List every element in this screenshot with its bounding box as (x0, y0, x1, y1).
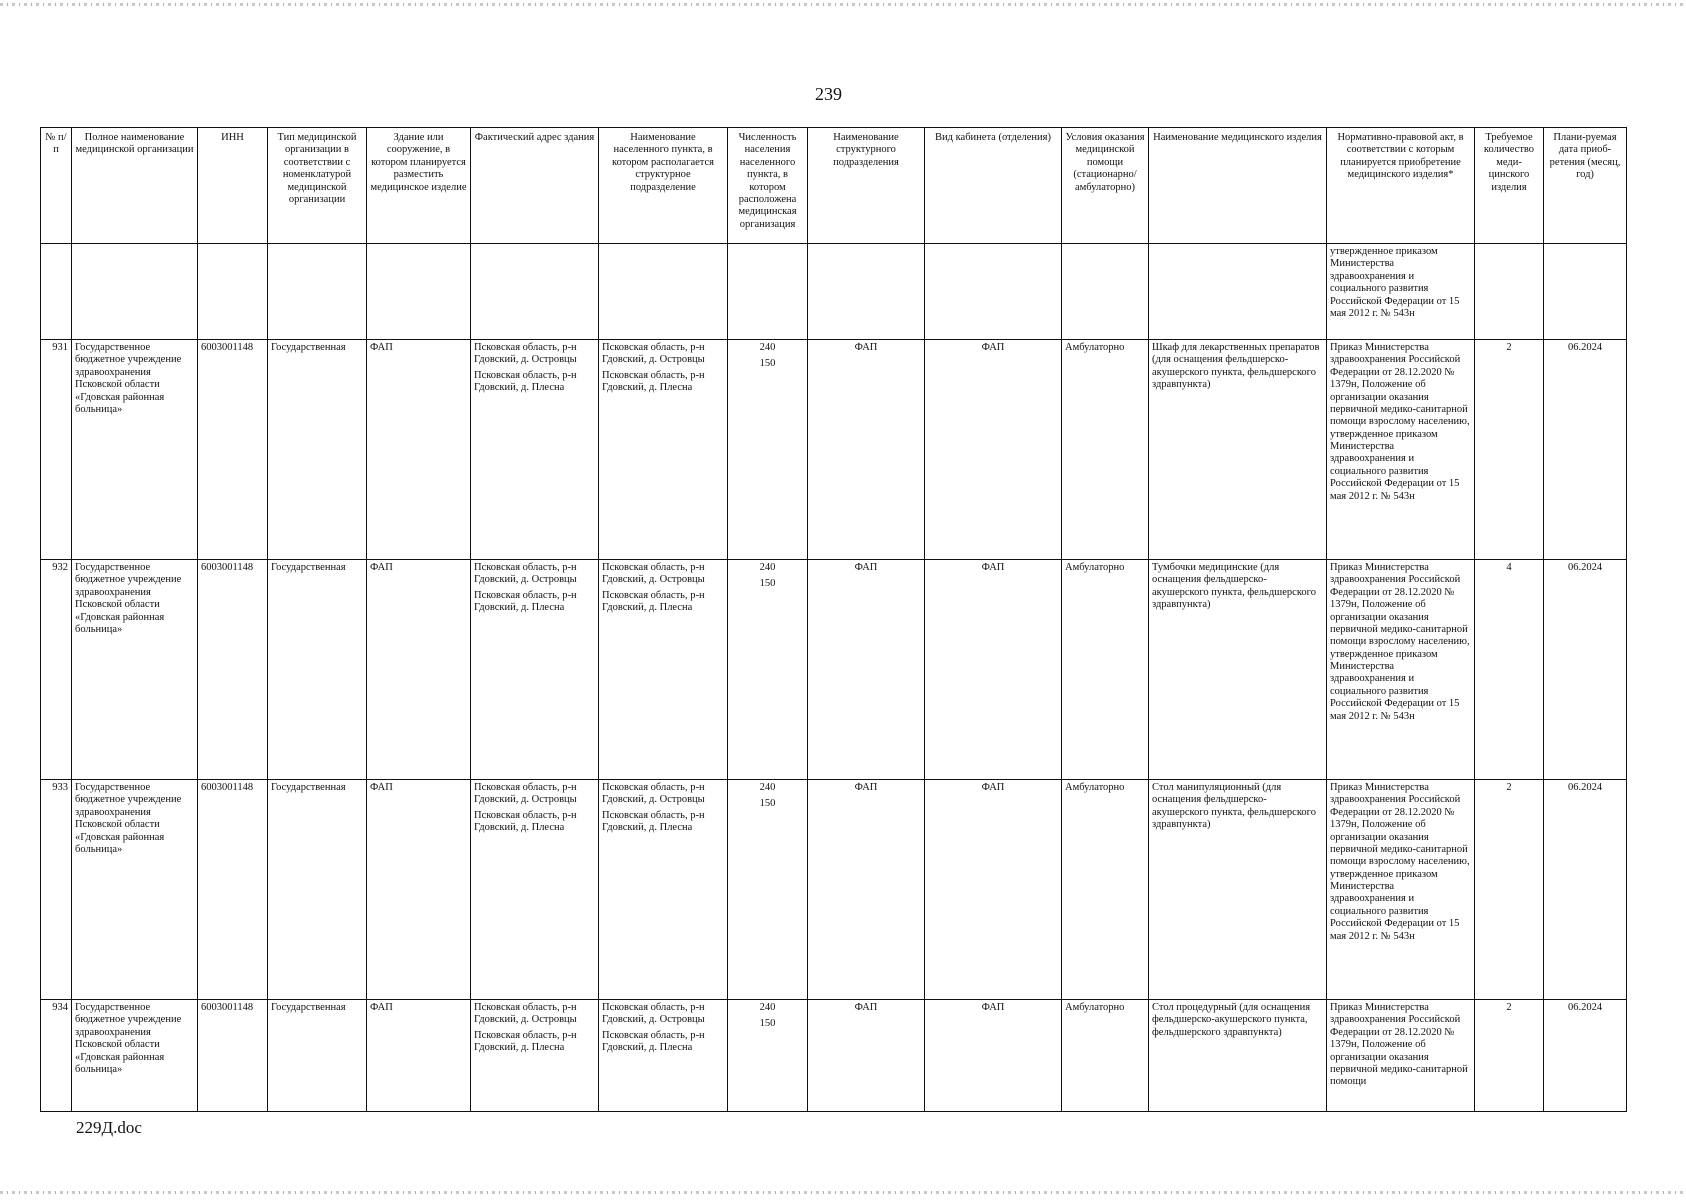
scan-edge-bottom (0, 1191, 1686, 1194)
cell-address (471, 780, 599, 1000)
cell-org-type: Государственная (268, 560, 367, 780)
cell-org-name: Государственное бюджетное учреждение здравоохранения Псковской области «Гдовская районная больница» (72, 1000, 198, 1112)
table-row (41, 560, 1627, 780)
column-header-population: Численность населения населенного пункта, в котором расположена медицинская организация (728, 128, 808, 244)
locality-line: Псковская область, р-н Гдовский, д. Островцы (602, 782, 705, 806)
cell-locality (599, 560, 728, 780)
cell-cabinet: ФАП (925, 780, 1062, 1000)
cell-legal-act: Приказ Министерства здравоохранения Российской Федерации от 28.12.2020 № 1379н, Положение об организации оказания первичной медико-санитарной помощи взрослому населению, утвержденное приказом Министерства здравоохранения и социального развития Российской Федерации от 15 мая 2012 г. № 543н (1327, 780, 1475, 1000)
cell-conditions: Амбулаторно (1062, 780, 1149, 1000)
cell-device: Тумбочки медицинские (для оснащения фельдшерско-акушерского пункта, фельдшерского здравпункта) (1149, 560, 1327, 780)
column-header-quantity: Требуемое количество меди-цинского изделия (1475, 128, 1544, 244)
column-header-org-type: Тип медицинской организации в соответствии с номенклатурой медицинской организации (268, 128, 367, 244)
population-value: 150 (759, 358, 776, 370)
column-header-conditions: Условия оказания медицинской помощи (стационарно/ амбулаторно) (1062, 128, 1149, 244)
cell-population (728, 340, 808, 560)
cell-date: 06.2024 (1544, 1000, 1627, 1112)
equipment-table (40, 127, 1627, 1112)
cell-building: ФАП (367, 1000, 471, 1112)
page-number: 239 (815, 84, 842, 104)
address-line: Псковская область, р-н Гдовский, д. Плесна (474, 369, 577, 394)
address-line: Псковская область, р-н Гдовский, д. Островцы (474, 782, 577, 806)
cell-quantity: 2 (1475, 780, 1544, 1000)
cell-org-type: Государственная (268, 780, 367, 1000)
address-line: Псковская область, р-н Гдовский, д. Островцы (474, 562, 577, 586)
cell-conditions: Амбулаторно (1062, 340, 1149, 560)
cell-building: ФАП (367, 560, 471, 780)
cell-quantity: 2 (1475, 340, 1544, 560)
cell-locality (599, 780, 728, 1000)
document-file-code: 229Д.doc (76, 1118, 142, 1137)
population-value: 150 (759, 798, 776, 810)
column-header-cabinet: Вид кабинета (отделения) (925, 128, 1062, 244)
locality-line: Псковская область, р-н Гдовский, д. Плесна (602, 589, 705, 614)
address-line: Псковская область, р-н Гдовский, д. Островцы (474, 342, 577, 366)
cell-date: 06.2024 (1544, 560, 1627, 780)
cell-inn: 6003001148 (198, 1000, 268, 1112)
cell-device: Стол процедурный (для оснащения фельдшерско-акушерского пункта, фельдшерского здравпункта) (1149, 1000, 1327, 1112)
cell-legal-act: Приказ Министерства здравоохранения Российской Федерации от 28.12.2020 № 1379н, Положение об организации оказания первичной медико-санитарной помощи (1327, 1000, 1475, 1112)
cell-locality (599, 340, 728, 560)
column-header-building: Здание или сооружение, в котором планируется разместить медицинское изделие (367, 128, 471, 244)
cell-quantity: 4 (1475, 560, 1544, 780)
column-header-number: № п/п (41, 128, 72, 244)
cell-subdivision: ФАП (808, 340, 925, 560)
column-header-device: Наименование медицинского изделия (1149, 128, 1327, 244)
cell-number: 932 (41, 560, 72, 780)
table-row (41, 780, 1627, 1000)
cell-building: ФАП (367, 340, 471, 560)
column-header-locality: Наименование населенного пункта, в котором располагается структурное подразделение (599, 128, 728, 244)
cell-conditions: Амбулаторно (1062, 1000, 1149, 1112)
cell-number: 931 (41, 340, 72, 560)
continuation-legal-act: утвержденное приказом Министерства здравоохранения и социального развития Российской Федерации от 15 мая 2012 г. № 543н (1327, 244, 1475, 340)
cell-inn: 6003001148 (198, 780, 268, 1000)
cell-date: 06.2024 (1544, 780, 1627, 1000)
cell-device: Стол манипуляционный (для оснащения фельдшерско-акушерского пункта, фельдшерского здравпункта) (1149, 780, 1327, 1000)
cell-cabinet: ФАП (925, 340, 1062, 560)
cell-org-type: Государственная (268, 340, 367, 560)
cell-org-type: Государственная (268, 1000, 367, 1112)
cell-address (471, 560, 599, 780)
cell-quantity: 2 (1475, 1000, 1544, 1112)
table-row (41, 340, 1627, 560)
locality-line: Псковская область, р-н Гдовский, д. Островцы (602, 562, 705, 586)
column-header-date: Плани-руемая дата приоб-ретения (месяц, год) (1544, 128, 1627, 244)
column-header-address: Фактический адрес здания (471, 128, 599, 244)
cell-population (728, 1000, 808, 1112)
cell-subdivision: ФАП (808, 1000, 925, 1112)
cell-cabinet: ФАП (925, 1000, 1062, 1112)
address-line: Псковская область, р-н Гдовский, д. Плесна (474, 589, 577, 614)
cell-address (471, 340, 599, 560)
locality-line: Псковская область, р-н Гдовский, д. Островцы (602, 342, 705, 366)
cell-subdivision: ФАП (808, 780, 925, 1000)
cell-device: Шкаф для лекарственных препаратов (для оснащения фельдшерско-акушерского пункта, фельдшерского здравпункта) (1149, 340, 1327, 560)
cell-org-name: Государственное бюджетное учреждение здравоохранения Псковской области «Гдовская районная больница» (72, 560, 198, 780)
address-line: Псковская область, р-н Гдовский, д. Плесна (474, 809, 577, 834)
population-value: 150 (759, 578, 776, 590)
cell-number: 934 (41, 1000, 72, 1112)
table-row-continuation (41, 244, 1627, 340)
address-line: Псковская область, р-н Гдовский, д. Плесна (474, 1029, 577, 1054)
population-value: 150 (759, 1018, 776, 1030)
cell-address (471, 1000, 599, 1112)
address-line: Псковская область, р-н Гдовский, д. Островцы (474, 1002, 577, 1026)
cell-date: 06.2024 (1544, 340, 1627, 560)
cell-inn: 6003001148 (198, 340, 268, 560)
cell-cabinet: ФАП (925, 560, 1062, 780)
column-header-inn: ИНН (198, 128, 268, 244)
population-value: 240 (759, 342, 776, 353)
population-value: 240 (759, 1002, 776, 1013)
cell-legal-act: Приказ Министерства здравоохранения Российской Федерации от 28.12.2020 № 1379н, Положение об организации оказания первичной медико-санитарной помощи взрослому населению, утвержденное приказом Министерства здравоохранения и социального развития Российской Федерации от 15 мая 2012 г. № 543н (1327, 340, 1475, 560)
cell-population (728, 780, 808, 1000)
population-value: 240 (759, 562, 776, 573)
cell-legal-act: Приказ Министерства здравоохранения Российской Федерации от 28.12.2020 № 1379н, Положение об организации оказания первичной медико-санитарной помощи взрослому населению, утвержденное приказом Министерства здравоохранения и социального развития Российской Федерации от 15 мая 2012 г. № 543н (1327, 560, 1475, 780)
cell-population (728, 560, 808, 780)
column-header-org-name: Полное наименование медицинской организации (72, 128, 198, 244)
column-header-legal-act: Нормативно-правовой акт, в соответствии с которым планируется приобретение медицинского изделия* (1327, 128, 1475, 244)
table-header-row (41, 128, 1627, 244)
scan-edge-top (0, 3, 1686, 6)
locality-line: Псковская область, р-н Гдовский, д. Плесна (602, 809, 705, 834)
locality-line: Псковская область, р-н Гдовский, д. Плесна (602, 1029, 705, 1054)
locality-line: Псковская область, р-н Гдовский, д. Плесна (602, 369, 705, 394)
cell-number: 933 (41, 780, 72, 1000)
cell-locality (599, 1000, 728, 1112)
table-row (41, 1000, 1627, 1112)
population-value: 240 (759, 782, 776, 793)
cell-conditions: Амбулаторно (1062, 560, 1149, 780)
cell-org-name: Государственное бюджетное учреждение здравоохранения Псковской области «Гдовская районная больница» (72, 340, 198, 560)
column-header-subdivision: Наименование структурного подразделения (808, 128, 925, 244)
locality-line: Псковская область, р-н Гдовский, д. Островцы (602, 1002, 705, 1026)
cell-inn: 6003001148 (198, 560, 268, 780)
cell-building: ФАП (367, 780, 471, 1000)
cell-subdivision: ФАП (808, 560, 925, 780)
cell-org-name: Государственное бюджетное учреждение здравоохранения Псковской области «Гдовская районная больница» (72, 780, 198, 1000)
